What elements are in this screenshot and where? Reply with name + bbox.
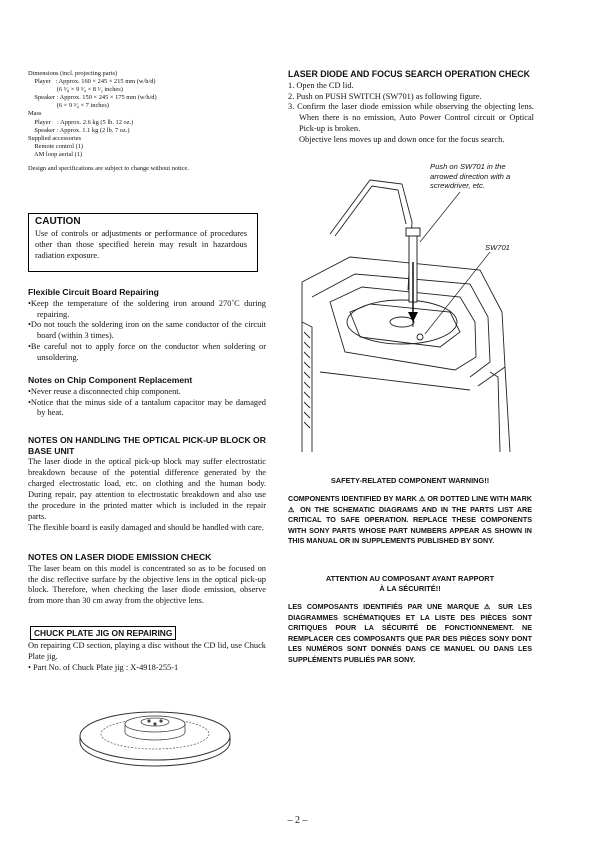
- spec-line: Speaker : Approx. 1.1 kg (2 lb. 7 oz.): [28, 126, 130, 134]
- spec-line: Remote control (1): [28, 142, 84, 150]
- emission-text: The laser beam on this model is concentrated so as to be focused on the disc reflective surface by the objective lens in the optical pick-up block. Therefore, when checking the laser diode emission, observe from more than 30 cm away from the objective lens.: [28, 563, 266, 606]
- safety-fr-text: LES COMPOSANTS IDENTIFIÉS PAR UNE MARQUE ⚠ SUR LES DIAGRAMMES SCHÉMATIQUES ET LA LISTE DES PIÈCES SONT CRITIQUES POUR LA SÉCURITÉ DE FONCTIONNEMENT. NE REMPLACER CES COMPOSANTS QUE PAR DES PIÈCES SONY DONT LES NUMÉROS SONT DONNÉS DANS CE MANUEL OU DANS LES SUPPLÉMENTS PUBLIÉS PAR SONY.: [288, 602, 532, 664]
- spec-line: Dimensions (incl. projecting parts): [28, 70, 118, 77]
- chuck-title: CHUCK PLATE JIG ON REPAIRING: [30, 626, 176, 640]
- page-number: – 2 –: [287, 815, 308, 826]
- spec-line: Player : Approx. 160 × 245 × 215 mm (w/h/d): [28, 78, 156, 86]
- safety-en-title: SAFETY-RELATED COMPONENT WARNING!!: [330, 476, 490, 485]
- list-item: •Do not touch the soldering iron on the same conductor of the circuit board (within 3 times).: [28, 320, 266, 341]
- list-item: •Never reuse a disconnected chip component.: [28, 386, 181, 396]
- caution-title: CAUTION: [35, 216, 81, 227]
- optical-section: [28, 435, 266, 534]
- chuck-section: [28, 623, 266, 674]
- optical-paragraph: The flexible board is easily damaged and should be handled with care.: [28, 522, 264, 532]
- chip-section: [28, 375, 266, 419]
- chuck-part: • Part No. of Chuck Plate jig : X-4918-255-1: [28, 662, 179, 672]
- list-item: •Keep the temperature of the soldering iron around 270˚C during repairing.: [28, 298, 266, 319]
- caution-box: [28, 213, 258, 272]
- laser-step-extra: Objective lens moves up and down once for the focus search.: [299, 135, 505, 145]
- optical-paragraph: The laser diode in the optical pick-up block may suffer electrostatic breakdown because of the potential difference generated by the charged electrostatic load, etc. on clothing and the human body. During repair, pay attention to electrostatic breakdown and also use the procedure in the printed matter which is included in the repair parts.: [28, 457, 266, 521]
- emission-section: [28, 552, 266, 607]
- laser-step: 1. Open the CD lid.: [288, 80, 354, 90]
- safety-fr-title-line2: À LA SÉCURITÉ!!: [379, 584, 441, 593]
- list-item: •Notice that the minus side of a tantalum capacitor may be damaged by heat.: [28, 397, 266, 418]
- chuck-plate-drawing: [70, 698, 240, 778]
- spec-line: (6 × 9 ³⁄₄ × 7 inches): [28, 102, 109, 110]
- specifications: [28, 70, 238, 173]
- cd-player-drawing: [290, 162, 540, 460]
- safety-fr-title: [288, 574, 532, 594]
- flexible-section: [28, 287, 266, 364]
- chip-title: Notes on Chip Component Replacement: [28, 375, 193, 385]
- safety-fr-title-line1: ATTENTION AU COMPOSANT AYANT RAPPORT: [325, 574, 495, 583]
- spec-line: Mass: [28, 110, 42, 118]
- spec-line: Supplied accessories: [28, 134, 82, 142]
- flexible-title: Flexible Circuit Board Repairing: [28, 287, 159, 297]
- emission-title: NOTES ON LASER DIODE EMISSION CHECK: [28, 552, 212, 562]
- laser-title: LASER DIODE AND FOCUS SEARCH OPERATION CHECK: [288, 69, 530, 79]
- chuck-text: On repairing CD section, playing a disc without the CD lid, use Chuck Plate jig.: [28, 641, 266, 661]
- spec-line: Player : Approx. 2.6 kg (5 lb. 12 oz.): [28, 118, 134, 126]
- safety-en-text: COMPONENTS IDENTIFIED BY MARK ⚠ OR DOTTED LINE WITH MARK ⚠ ON THE SCHEMATIC DIAGRAMS AND IN THE PARTS LIST ARE CRITICAL TO SAFE OPERATION. REPLACE THESE COMPONENTS WITH SONY PARTS WHOSE PART NUMBERS APPEAR AS SHOWN IN THIS MANUAL OR IN SUPPLEMENTS PUBLISHED BY SONY.: [288, 494, 532, 546]
- laser-step: 3. Confirm the laser diode emission while observing the objecting lens. When there is no emission, Auto Power Control circuit or Optical Pick-up is broken.: [288, 102, 534, 134]
- spec-line: Speaker : Approx. 150 × 245 × 175 mm (w/h/d): [28, 94, 157, 102]
- laser-step: 2. Push on PUSH SWITCH (SW701) as following figure.: [288, 91, 482, 101]
- optical-title: NOTES ON HANDLING THE OPTICAL PICK-UP BLOCK OR BASE UNIT: [28, 435, 266, 456]
- spec-line: (6 ⁵⁄₈ × 9 ³⁄₄ × 8 ¹⁄₂ inches): [28, 86, 123, 94]
- list-item: •Be careful not to apply force on the conductor when soldering or unsoldering.: [28, 342, 266, 363]
- spec-note: Design and specifications are subject to change without notice.: [28, 165, 189, 173]
- figure-label-sw701: SW701: [485, 243, 510, 252]
- laser-section: [288, 69, 534, 146]
- spec-line: AM loop aerial (1): [28, 150, 83, 158]
- figure-note: Push on SW701 in the arrowed direction with a screwdriver, etc.: [430, 162, 511, 190]
- caution-text: Use of controls or adjustments or performance of procedures other than those specified herein may result in hazardous radiation exposure.: [35, 229, 247, 260]
